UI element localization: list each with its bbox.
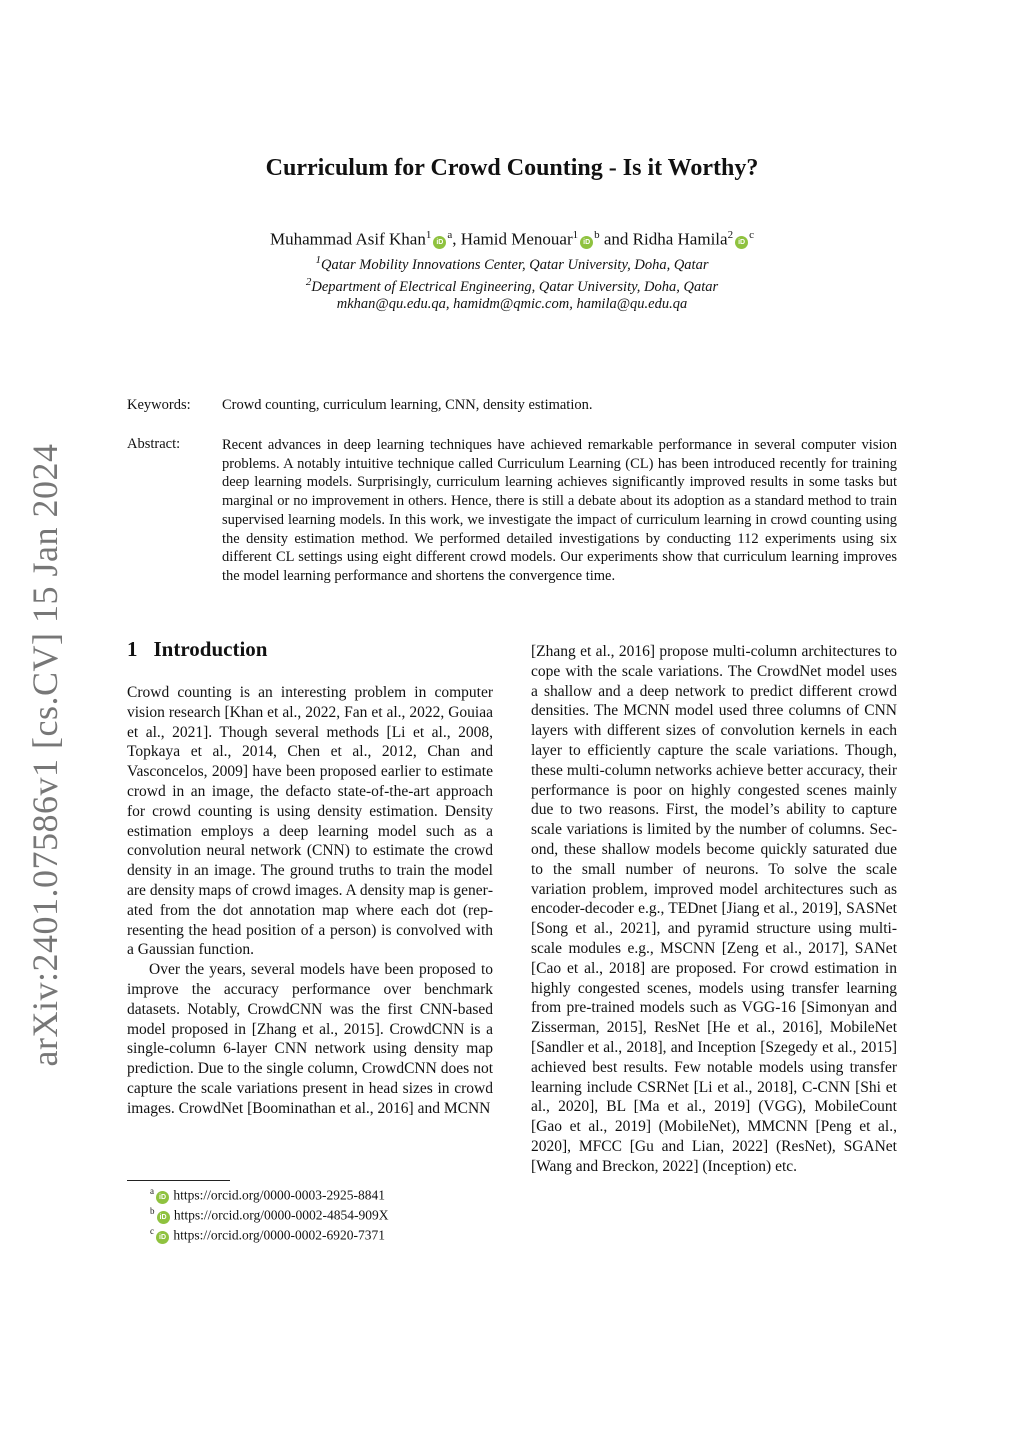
arxiv-identifier: arXiv:2401.07586v1 [cs.CV] 15 Jan 2024 [25,443,65,1067]
paragraph: [Zhang et al., 2016] propose multi-column architectures to cope with the scale variations. The CrowdNet model uses a shallow and a deep network to predict different crowd densities. The MCNN model used three columns of CNN layers with different sizes of convolution kernels in each layer to efficiently capture the scale variations. Though, these multi-column networks achieve better accuracy, their performance is poor on highly congested scenes mainly due to two reasons. First, the model’s ability to capture scale variations is limited by the number of columns. Second, these shallow models become quickly saturated due to the small number of neurons. To solve the scale variation problem, improved model architectures such as encoder-decoder e.g., TEDnet [Jiang et al., 2019], SASNet [Song et al., 2021], and pyramid structure using multi-scale modules e.g., MSCNN [Zeng et al., 2017], SANet [Cao et al., 2018] are proposed. For crowd estimation in highly congested scenes, models using transfer learning from pre-trained models such as VGG-16 [Simonyan and Zisserman, 2015], ResNet [He et al., 2016], MobileNet [Sandler et al., 2018], and Inception [Szegedy et al., 2015] achieved best results. Few notable models using transfer learning include CSRNet [Li et al., 2018], C-CNN [Shi et al., 2020], BL [Ma et al., 2019] (VGG), MobileCount [Gao et al., 2019] (MobileNet), MMCNN [Peng et al., 2020], MFCC [Gu and Lian, 2022] (ResNet), SGANet [Wang and Breckon, 2022] (Inception) etc. [531,643,897,1175]
footnote-rule [127,1180,230,1181]
author-orcid-mark: c [749,229,754,241]
orcid-icon[interactable]: iD [156,1231,169,1244]
author-affil-number: 1 [572,229,579,241]
author-name: Muhammad Asif Khan [270,229,426,249]
author-name: Hamid Menouar [460,229,573,249]
affiliation [0,276,1024,296]
footnote-mark: c [150,1226,154,1236]
arxiv-sidebar [20,443,70,1067]
affiliation-number: 1 [315,254,322,266]
paragraph: Crowd counting is an interesting problem in computer vision research [Khan et al., 2022, Fan et al., 2022, Gouiaa et al., 2021]. Though several methods [Li et al., 2008, Topkaya et al., 2014, Chen et al., 2012, Chan and Vasconcelos, 2009] have been proposed earlier to estimate crowd in an image, the defacto state-of-the-art approach for crowd counting is using density estimation. Density estimation employs a deep learning model such as a convolution neural network (CNN) to estimate the crowd density in an image. The ground truths to train the model are density maps of crowd images. A density map is generated from the dot annotation map where each dot (representing the head position of a person) is convolved with a Gaussian function. [127,684,493,959]
footnote-mark: a [150,1186,154,1196]
affiliation-text: Department of Electrical Engineering, Qatar University, Doha, Qatar [311,278,719,295]
orcid-icon[interactable]: iD [580,236,593,249]
author-separator: , [452,229,461,249]
orcid-link[interactable]: https://orcid.org/0000-0003-2925-8841 [173,1187,385,1203]
section-title: Introduction [153,637,268,661]
author-orcid-mark: b [594,229,600,241]
orcid-icon[interactable]: iD [156,1191,169,1204]
keywords-text: Crowd counting, curriculum learning, CNN, density estimation. [222,397,593,413]
orcid-link[interactable]: https://orcid.org/0000-0002-6920-7371 [173,1227,385,1243]
paper-title: Curriculum for Crowd Counting - Is it Worthy? [265,155,759,181]
section-number: 1 [127,637,138,661]
author-orcid-mark: a [447,229,453,241]
keywords-label: Keywords: [127,397,191,413]
affiliation-text: Qatar Mobility Innovations Center, Qatar University, Doha, Qatar [321,256,709,273]
footnote-mark: b [150,1206,155,1216]
orcid-icon[interactable]: iD [735,236,748,249]
author-separator: and [599,229,633,249]
author-affil-number: 2 [727,229,734,241]
orcid-icon[interactable]: iD [433,236,446,249]
abstract-text: Recent advances in deep learning techniques have achieved remarkable performance in several computer vision problems. A notably intuitive technique called Curriculum Learning (CL) has been introduced recently for training deep learning models. Surprisingly, curriculum learning achieves significantly improved results in some tasks but marginal or no improvement in others. Hence, there is still a debate about its adoption as a standard method to train supervised learning models. In this work, we investigate the impact of curriculum learning in crowd counting using the density estimation method. We performed detailed investigations by conducting 112 experiments using six different CL settings using eight different crowd models. Our experiments show that curriculum learning improves the model learning performance and shortens the convergence time. [222,437,897,584]
author-name: Ridha Hamila [632,229,728,249]
footnote [150,1186,385,1204]
orcid-icon[interactable]: iD [157,1211,170,1224]
footnote [150,1226,385,1244]
author-list [0,229,1024,250]
affiliation-number: 2 [305,276,312,288]
right-column [531,642,897,1177]
author-affil-number: 1 [425,229,432,241]
section-heading [127,637,267,662]
paragraph: Over the years, several models have been proposed to improve the accuracy performance over benchmark datasets. Notably, CrowdCNN was the first CNN-based model proposed in [Zhang et al., 2015]. CrowdCNN is a single-column 6-layer CNN network using density map prediction. Due to the single column, CrowdCNN does not capture the scale variations present in head sizes in crowd images. CrowdNet [Boominathan et al., 2016] and MCNN [127,961,493,1117]
footnote [150,1206,388,1224]
affiliation [0,254,1024,274]
orcid-link[interactable]: https://orcid.org/0000-0002-4854-909X [173,1207,389,1223]
author-emails: mkhan@qu.edu.qa, hamidm@qmic.com, hamila@qu.edu.qa [336,296,688,312]
abstract-label: Abstract: [127,436,181,452]
left-column [127,683,493,1119]
